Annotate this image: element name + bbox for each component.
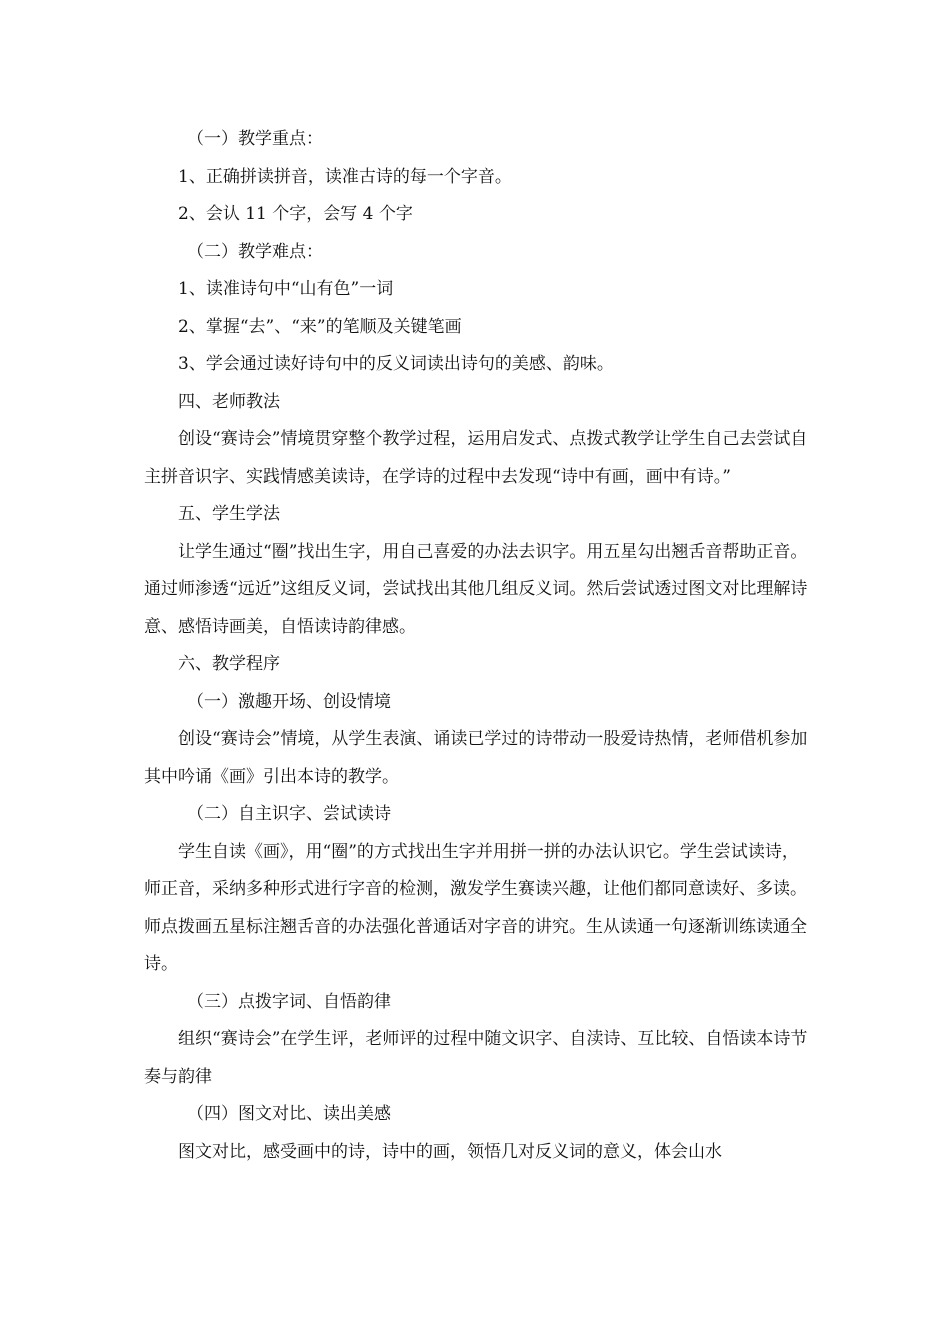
document-body <box>144 121 809 1171</box>
section-heading-learning-method: 五、学生学法 <box>178 504 280 524</box>
list-item: 1、正确拼读拼音，读准古诗的每一个字音。 <box>178 166 512 187</box>
body-paragraph: 让学生通过“圈”找出生字，用自己喜爱的办法去识字。用五星勾出翘舌音帮助正音。通过师渗透“远近”这组反义词，尝试找出其他几组反义词。然后尝试透过图文对比理解诗意、感悟诗画美，自悟读诗韵律感。 <box>144 541 808 637</box>
section-heading-teaching-procedure: 六、教学程序 <box>178 654 280 674</box>
body-paragraph: 学生自读《画》，用“圈”的方式找出生字并用拼一拼的办法认识它。学生尝试读诗，师正音，采纳多种形式进行字音的检测，激发学生赛读兴趣，让他们都同意读好、多读。师点拨画五星标注翘舌音的办法强化普通话对字音的讲究。生从读通一句逐渐训练读通全诗。 <box>144 841 807 974</box>
subheading-step-4: （四）图文对比、读出美感 <box>187 1104 391 1124</box>
list-item: 2、会认 11 个字，会写 4 个字 <box>178 204 413 224</box>
body-paragraph: 图文对比，感受画中的诗，诗中的画，领悟几对反义词的意义，体会山水 <box>178 1141 722 1162</box>
subheading-teaching-focus: （一）教学重点： <box>187 129 323 149</box>
subheading-step-3: （三）点拨字词、自悟韵律 <box>187 991 391 1012</box>
subheading-step-2: （二）自主识字、尝试读诗 <box>187 804 391 824</box>
list-item: 2、掌握“去”、“来”的笔顺及关键笔画 <box>178 316 462 337</box>
body-paragraph: 创设“赛诗会”情境，从学生表演、诵读已学过的诗带动一股爱诗热情，老师借机参加其中吟诵《画》引出本诗的教学。 <box>144 729 808 787</box>
section-heading-teaching-method: 四、老师教法 <box>178 391 280 412</box>
list-item: 1、读准诗句中“山有色”一词 <box>178 279 394 299</box>
list-item: 3、学会通过读好诗句中的反义词读出诗句的美感、韵味。 <box>178 354 614 374</box>
body-paragraph: 创设“赛诗会”情境贯穿整个教学过程，运用启发式、点拨式教学让学生自己去尝试自主拼音识字、实践情感美读诗，在学诗的过程中去发现“诗中有画，画中有诗。” <box>144 429 808 487</box>
subheading-step-1: （一）激趣开场、创设情境 <box>187 691 391 712</box>
body-paragraph: 组织“赛诗会”在学生评，老师评的过程中随文识字、自渎诗、互比较、自悟读本诗节奏与韵律 <box>144 1029 808 1087</box>
subheading-teaching-difficulty: （二）教学难点： <box>187 241 323 262</box>
